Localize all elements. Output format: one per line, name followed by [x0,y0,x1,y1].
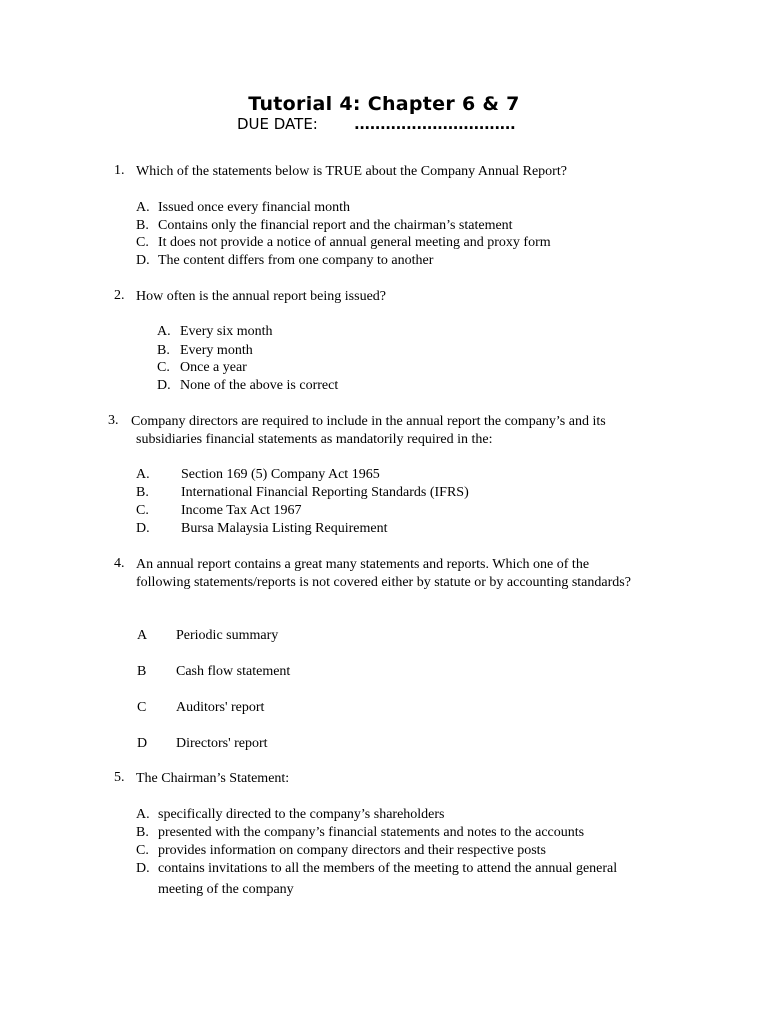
question-text: The Chairman’s Statement: [136,771,290,786]
option-letter: D. [136,253,150,268]
question-text: Which of the statements below is TRUE about the Company Annual Report? [136,164,567,179]
option-letter: A. [136,467,150,482]
option-letter: D [137,736,148,751]
option-text: Every six month [180,324,273,339]
option-text: Auditors' report [176,700,265,715]
option-letter: D. [136,521,150,536]
question-text-line: An annual report contains a great many statements and reports. Which one of the [136,557,590,572]
option-text: None of the above is correct [180,378,339,393]
option-text: Contains only the financial report and the chairman’s statement [158,218,513,233]
option-text: Cash flow statement [176,664,291,679]
question-text: How often is the annual report being issued? [136,289,386,304]
option-letter: C. [136,843,149,858]
option-letter: C. [136,503,149,518]
question-text-line: Company directors are required to include in the annual report the company’s and its [131,414,606,429]
option-text: Issued once every financial month [158,200,351,215]
option-letter: C. [136,235,149,250]
option-text: Once a year [180,360,247,375]
option-text: Directors' report [176,736,268,751]
due-date-blank: ............................... [354,115,516,133]
option-letter: D. [157,378,171,393]
option-text: Every month [180,343,253,358]
question-number: 1. [114,163,125,178]
option-text: Periodic summary [176,628,279,643]
option-letter: A. [157,324,171,339]
option-letter: A. [136,807,150,822]
question-number: 5. [114,770,125,785]
question-number: 3. [108,413,119,428]
option-letter: B. [136,218,149,233]
question-number: 2. [114,288,125,303]
option-text: presented with the company’s financial statements and notes to the accounts [158,825,585,840]
option-letter: B. [136,485,149,500]
option-letter: A [137,628,148,643]
option-text: International Financial Reporting Standards (IFRS) [181,485,469,500]
option-letter: B [137,664,147,679]
option-letter: D. [136,861,150,876]
option-text: provides information on company directors and their respective posts [158,843,547,858]
option-text: Income Tax Act 1967 [181,503,302,518]
option-letter: C. [157,360,170,375]
option-letter: C [137,700,147,715]
due-date-label: DUE DATE: [237,115,318,133]
question-number: 4. [114,556,125,571]
page-title: Tutorial 4: Chapter 6 & 7 [248,93,520,115]
option-text: Bursa Malaysia Listing Requirement [181,521,388,536]
option-text: The content differs from one company to another [158,253,434,268]
option-text: Section 169 (5) Company Act 1965 [181,467,380,482]
option-letter: B. [157,343,170,358]
question-text-line: following statements/reports is not covered either by statute or by accounting standards? [136,575,631,590]
question-text-line: subsidiaries financial statements as mandatorily required in the: [136,432,493,447]
option-text: specifically directed to the company’s shareholders [158,807,445,822]
option-letter: B. [136,825,149,840]
option-text: It does not provide a notice of annual general meeting and proxy form [158,235,551,250]
option-text: contains invitations to all the members of the meeting to attend the annual general [158,861,618,876]
option-text-continued: meeting of the company [158,882,294,897]
option-letter: A. [136,200,150,215]
